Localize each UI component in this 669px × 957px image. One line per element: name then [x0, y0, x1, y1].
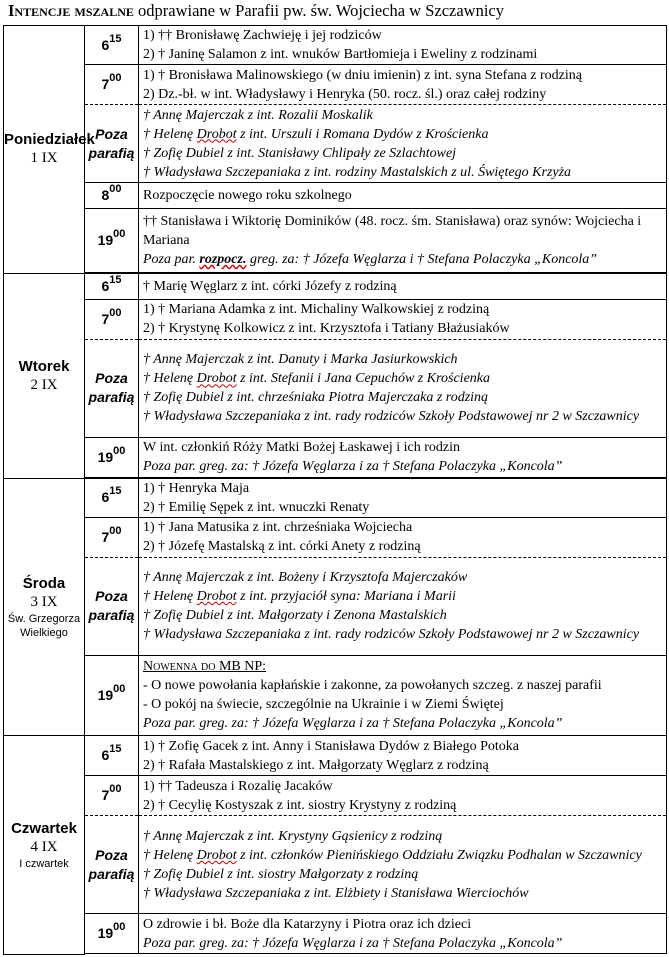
mass-time: $7^{00}$ [85, 776, 139, 816]
novena-heading: Nowenna do MB NP: [143, 659, 267, 674]
spellcheck-word: Drobot [196, 126, 237, 142]
table-row [4, 816, 667, 914]
day-note: I czwartek [19, 858, 69, 871]
table-row [4, 273, 667, 299]
intention-text: O zdrowie i bł. Boże dla Katarzyny i Piotra oraz ich dzieci Poza par. greg. za: † Józefa Węglarza i za † Stefana Polaczyka „Koncola” [139, 914, 667, 954]
intention-text: Rozpoczęcie nowego roku szkolnego [139, 183, 667, 209]
table-row [4, 914, 667, 954]
mass-time: $19^{00}$ [85, 437, 139, 477]
table-row [4, 183, 667, 209]
mass-time: $8^{00}$ [85, 183, 139, 209]
day-cell-tuesday [4, 273, 85, 478]
day-date: 4 IX [30, 839, 58, 856]
table-row [4, 517, 667, 557]
spellcheck-word: Drobot [196, 847, 237, 863]
table-row [4, 339, 667, 437]
table-row [4, 65, 667, 105]
day-date: 1 IX [30, 150, 58, 167]
intention-text: W int. członkiń Róży Matki Bożej Łaskawej i ich rodzin Poza par. greg. za: † Józefa Węglarza i za † Stefana Polaczyka „Koncola” [139, 437, 667, 477]
table-row [4, 437, 667, 477]
mass-time: $7^{00}$ [85, 65, 139, 105]
day-date: 2 IX [30, 376, 58, 393]
intention-text: Nowenna do MB NP: - O nowe powołania kapłańskie i zakonne, za powołanych szczeg. z naszej parafii - O pokój na świecie, szczególnie na Ukrainie i w Ziemi Świętej Poza par. greg. za: † Józefa Węglarza i za † Stefana Polaczyka „Koncola” [139, 655, 667, 735]
mass-time: $6^{15}$ [85, 478, 139, 517]
mass-time: $19^{00}$ [85, 914, 139, 954]
table-row [4, 655, 667, 735]
gregorian-line: Poza par. greg. za: † Józefa Węglarza i za † Stefana Polaczyka „Koncola” [143, 935, 563, 951]
poza-parafia-label: Poza parafią [85, 557, 139, 655]
gregorian-line: Poza par. greg. za: † Józefa Węglarza i za † Stefana Polaczyka „Koncola” [143, 459, 563, 475]
mass-time: $6^{15}$ [85, 26, 139, 65]
table-row [4, 209, 667, 273]
gregorian-line: Poza par. greg. za: † Józefa Węglarza i za † Stefana Polaczyka „Koncola” [143, 716, 563, 731]
spellcheck-word: Drobot [196, 371, 237, 387]
day-name: Poniedziałek [4, 131, 95, 149]
intention-text: 1) †† Bronisławę Zachwieję i jej rodziców 2) † Janinę Salamon z int. wnuków Bartłomieja i Eweliny z rodzinami [139, 26, 667, 65]
intention-text: 1) † Henryka Maja 2) † Emilię Sępek z int. wnuczki Renaty [139, 478, 667, 517]
poza-parafia-label: Poza parafią [85, 816, 139, 914]
page-title-rest: odprawiane w Parafii pw. św. Wojciecha w Szczawnicy [133, 1, 505, 20]
table-row [4, 26, 667, 65]
day-name: Czwartek [11, 820, 77, 838]
intentions-table [3, 25, 667, 955]
table-row [4, 105, 667, 183]
table-row [4, 776, 667, 816]
intention-text: 1) † Bronisława Malinowskiego (w dniu imienin) z int. syna Stefana z rodziną 2) Dz.-bł. w int. Władysławy i Henryka (50. rocz. śl.) oraz całej rodziny [139, 65, 667, 105]
day-cell-wednesday [4, 478, 85, 736]
mass-time: $19^{00}$ [85, 655, 139, 735]
day-name: Wtorek [18, 357, 70, 375]
intention-text: 1) † Zofię Gacek z int. Anny i Stanisława Dydów z Białego Potoka 2) † Rafała Mastalskiego z int. Małgorzaty Węglarz z rodziną [139, 736, 667, 776]
intention-text: 1) †† Tadeusza i Rozalię Jacaków 2) † Cecylię Kostyszak z int. siostry Krystyny z rodziną [139, 776, 667, 816]
table-row [4, 478, 667, 517]
poza-parafia-label: Poza parafią [85, 339, 139, 437]
mass-time: $6^{15}$ [85, 736, 139, 776]
day-note: Św. Grzegorza Wielkiego [7, 612, 81, 639]
page-title [8, 0, 504, 24]
intention-text-outside: † Annę Majerczak z int. Danuty i Marka Jasiurkowskich † Helenę Drobot z int. Stefanii i Jana Cepuchów z Krościenka † Zofię Dubiel z int. chrześniaka Piotra Majerczaka z rodziną † Władysława Szczepaniaka z int. rady rodziców Szkoły Podstawowej nr 2 w Szczawnicy [139, 339, 667, 437]
gregorian-line: Poza par. rozpocz. greg. za: † Józefa Węglarza i † Stefana Polaczyka „Koncola” [143, 252, 598, 267]
day-name: Środa [22, 574, 66, 592]
mass-time: $6^{15}$ [85, 273, 139, 299]
page-title-bold: Intencje mszalne [8, 1, 134, 20]
intention-text-outside: † Annę Majerczak z int. Rozalii Moskalik † Helenę Drobot z int. Urszuli i Romana Dydów z Krościenka † Zofię Dubiel z int. Stanisławy Chlipały ze Szlachtowej † Władysława Szczepaniaka z int. rodziny Mastalskich z ul. Świętego Krzyża [139, 105, 667, 183]
intention-text-outside: † Annę Majerczak z int. Bożeny i Krzysztofa Majerczaków † Helenę Drobot z int. przyjaciół syna: Mariana i Marii † Zofię Dubiel z int. Małgorzaty i Zenona Mastalskich † Władysława Szczepaniaka z int. rady rodziców Szkoły Podstawowej nr 2 w Szczawnicy [139, 557, 667, 655]
poza-parafia-label: Poza parafią [85, 105, 139, 183]
mass-time: $7^{00}$ [85, 517, 139, 557]
intention-text-outside: † Annę Majerczak z int. Krystyny Gąsienicy z rodziną † Helenę Drobot z int. członków Pienińskiego Oddziału Związku Podhalan w Szczawnicy † Zofię Dubiel z int. siostry Małgorzaty z rodziną † Władysława Szczepaniaka z int. Elżbiety i Stanisława Wierciochów [139, 816, 667, 914]
table-row [4, 299, 667, 339]
spellcheck-word: Drobot [196, 589, 237, 604]
intention-text: 1) † Jana Matusika z int. chrześniaka Wojciecha 2) † Józefę Mastalską z int. córki Anety z rodziną [139, 517, 667, 557]
table-row [4, 557, 667, 655]
mass-time: $7^{00}$ [85, 299, 139, 339]
intention-text: †† Stanisława i Wiktorię Dominików (48. rocz. śm. Stanisława) oraz synów: Wojciecha i Mariana Poza par. rozpocz. greg. za: † Józefa Węglarza i † Stefana Polaczyka „Koncola” [139, 209, 667, 273]
intention-text: † Marię Węglarz z int. córki Józefy z rodziną [139, 273, 667, 299]
day-date: 3 IX [30, 593, 58, 610]
day-cell-thursday [4, 736, 85, 955]
table-row [4, 736, 667, 776]
intention-text: 1) † Mariana Adamka z int. Michaliny Walkowskiej z rodziną 2) † Krystynę Kolkowicz z int. Krzysztofa i Tatiany Błażusiaków [139, 299, 667, 339]
day-cell-monday [4, 26, 95, 274]
mass-time: $19^{00}$ [85, 209, 139, 273]
